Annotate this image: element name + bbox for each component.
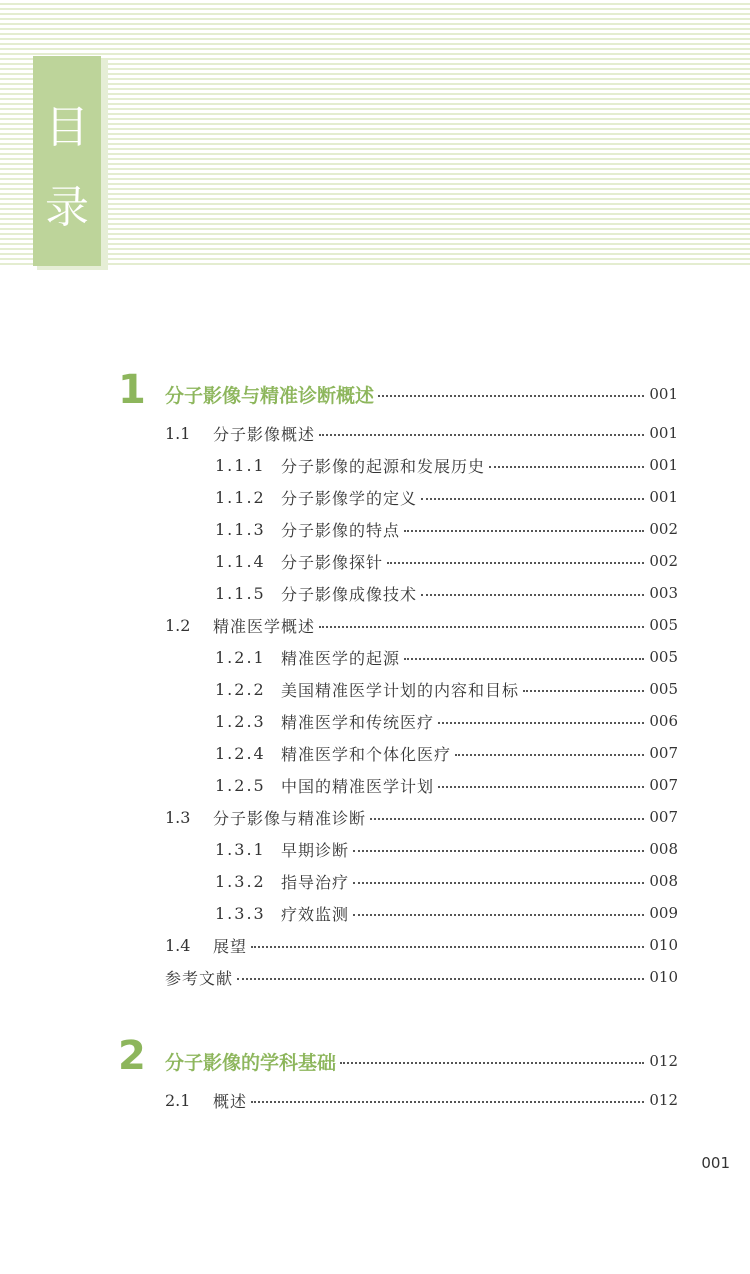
page-number: 012 bbox=[649, 1091, 678, 1109]
toc-entry[interactable] bbox=[215, 676, 678, 702]
section-number: 1.2 bbox=[165, 615, 191, 635]
dot-leader bbox=[438, 722, 644, 724]
dot-leader bbox=[489, 466, 644, 468]
section-title: 概述 bbox=[213, 1091, 248, 1111]
page-number: 001 bbox=[649, 488, 678, 506]
dot-leader bbox=[523, 690, 644, 692]
section-title: 精准医学和个体化医疗 bbox=[281, 744, 452, 764]
page-number: 012 bbox=[649, 1052, 678, 1070]
page-number: 008 bbox=[649, 840, 678, 858]
toc-entry[interactable] bbox=[215, 868, 678, 894]
footer-page-number: 001 bbox=[701, 1154, 730, 1172]
page-number: 007 bbox=[649, 808, 678, 826]
toc-entry-references[interactable] bbox=[165, 964, 678, 990]
section-number: 1.4 bbox=[165, 935, 191, 955]
dot-leader bbox=[319, 434, 644, 436]
section-number: 1.1.3 bbox=[215, 519, 266, 539]
section-title: 分子影像成像技术 bbox=[281, 584, 418, 604]
page-number: 005 bbox=[649, 616, 678, 634]
chapter-title: 分子影像的学科基础 bbox=[165, 1051, 337, 1074]
chapter-row[interactable] bbox=[165, 1048, 678, 1074]
dot-leader bbox=[340, 1062, 644, 1064]
section-number: 1.1.5 bbox=[215, 583, 266, 603]
dot-leader bbox=[404, 658, 644, 660]
toc-entry[interactable] bbox=[215, 580, 678, 606]
chapter-title: 分子影像与精准诊断概述 bbox=[165, 384, 375, 407]
toc-entry[interactable] bbox=[215, 452, 678, 478]
section-title: 分子影像的特点 bbox=[281, 520, 401, 540]
toc-entry[interactable] bbox=[215, 516, 678, 542]
chapter-number: 1 bbox=[118, 367, 146, 413]
toc-entry[interactable] bbox=[165, 1087, 678, 1113]
page-number: 001 bbox=[649, 424, 678, 442]
toc-entry[interactable] bbox=[215, 740, 678, 766]
toc-entry[interactable] bbox=[165, 612, 678, 638]
page-number: 010 bbox=[649, 936, 678, 954]
section-number: 1.1 bbox=[165, 423, 191, 443]
section-title: 疗效监测 bbox=[281, 904, 350, 924]
toc-entry[interactable] bbox=[165, 932, 678, 958]
section-number: 1.1.1 bbox=[215, 455, 266, 475]
section-title: 分子影像的起源和发展历史 bbox=[281, 456, 486, 476]
dot-leader bbox=[251, 946, 644, 948]
section-title: 分子影像探针 bbox=[281, 552, 384, 572]
page-number: 005 bbox=[649, 680, 678, 698]
page-number: 002 bbox=[649, 552, 678, 570]
section-number: 1.1.2 bbox=[215, 487, 266, 507]
page-number: 001 bbox=[649, 385, 678, 403]
toc-entry[interactable] bbox=[215, 772, 678, 798]
dot-leader bbox=[455, 754, 644, 756]
chapter-number: 2 bbox=[118, 1033, 146, 1079]
page-number: 002 bbox=[649, 520, 678, 538]
page-number: 001 bbox=[649, 456, 678, 474]
section-number: 1.3.2 bbox=[215, 871, 266, 891]
section-title: 分子影像与精准诊断 bbox=[213, 808, 367, 828]
section-number: 1.2.5 bbox=[215, 775, 266, 795]
section-title: 指导治疗 bbox=[281, 872, 350, 892]
dot-leader bbox=[319, 626, 644, 628]
dot-leader bbox=[353, 914, 644, 916]
toc-entry[interactable] bbox=[215, 644, 678, 670]
dot-leader bbox=[353, 850, 644, 852]
section-title: 展望 bbox=[213, 936, 248, 956]
section-number: 1.2.4 bbox=[215, 743, 266, 763]
dot-leader bbox=[370, 818, 644, 820]
dot-leader bbox=[438, 786, 644, 788]
dot-leader bbox=[421, 594, 644, 596]
section-title: 中国的精准医学计划 bbox=[281, 776, 435, 796]
section-title: 分子影像学的定义 bbox=[281, 488, 418, 508]
dot-leader bbox=[404, 530, 644, 532]
section-title: 美国精准医学计划的内容和目标 bbox=[281, 680, 520, 700]
toc-entry[interactable] bbox=[215, 836, 678, 862]
section-number: 1.3.1 bbox=[215, 839, 266, 859]
toc-entry[interactable] bbox=[215, 900, 678, 926]
toc-title-char-1: 目 bbox=[45, 102, 89, 153]
toc-entry[interactable] bbox=[165, 420, 678, 446]
toc-entry[interactable] bbox=[215, 708, 678, 734]
dot-leader bbox=[237, 978, 644, 980]
dot-leader bbox=[421, 498, 644, 500]
dot-leader bbox=[387, 562, 644, 564]
section-title: 精准医学概述 bbox=[213, 616, 316, 636]
page-number: 005 bbox=[649, 648, 678, 666]
section-number: 1.3 bbox=[165, 807, 191, 827]
section-number: 1.3.3 bbox=[215, 903, 266, 923]
toc-entry[interactable] bbox=[215, 548, 678, 574]
section-number: 2.1 bbox=[165, 1090, 191, 1110]
page-number: 003 bbox=[649, 584, 678, 602]
section-title: 参考文献 bbox=[165, 968, 234, 988]
section-title: 早期诊断 bbox=[281, 840, 350, 860]
page-number: 007 bbox=[649, 776, 678, 794]
toc-title-char-2: 录 bbox=[45, 182, 89, 233]
toc-entry[interactable] bbox=[165, 804, 678, 830]
section-title: 精准医学和传统医疗 bbox=[281, 712, 435, 732]
dot-leader bbox=[378, 395, 644, 397]
section-title: 精准医学的起源 bbox=[281, 648, 401, 668]
page-number: 006 bbox=[649, 712, 678, 730]
page-number: 007 bbox=[649, 744, 678, 762]
toc-entry[interactable] bbox=[215, 484, 678, 510]
section-number: 1.1.4 bbox=[215, 551, 266, 571]
dot-leader bbox=[353, 882, 644, 884]
section-title: 分子影像概述 bbox=[213, 424, 316, 444]
section-number: 1.2.1 bbox=[215, 647, 266, 667]
page-number: 008 bbox=[649, 872, 678, 890]
page-number: 010 bbox=[649, 968, 678, 986]
dot-leader bbox=[251, 1101, 644, 1103]
section-number: 1.2.2 bbox=[215, 679, 266, 699]
page-number: 009 bbox=[649, 904, 678, 922]
chapter-row[interactable] bbox=[165, 381, 678, 407]
section-number: 1.2.3 bbox=[215, 711, 266, 731]
